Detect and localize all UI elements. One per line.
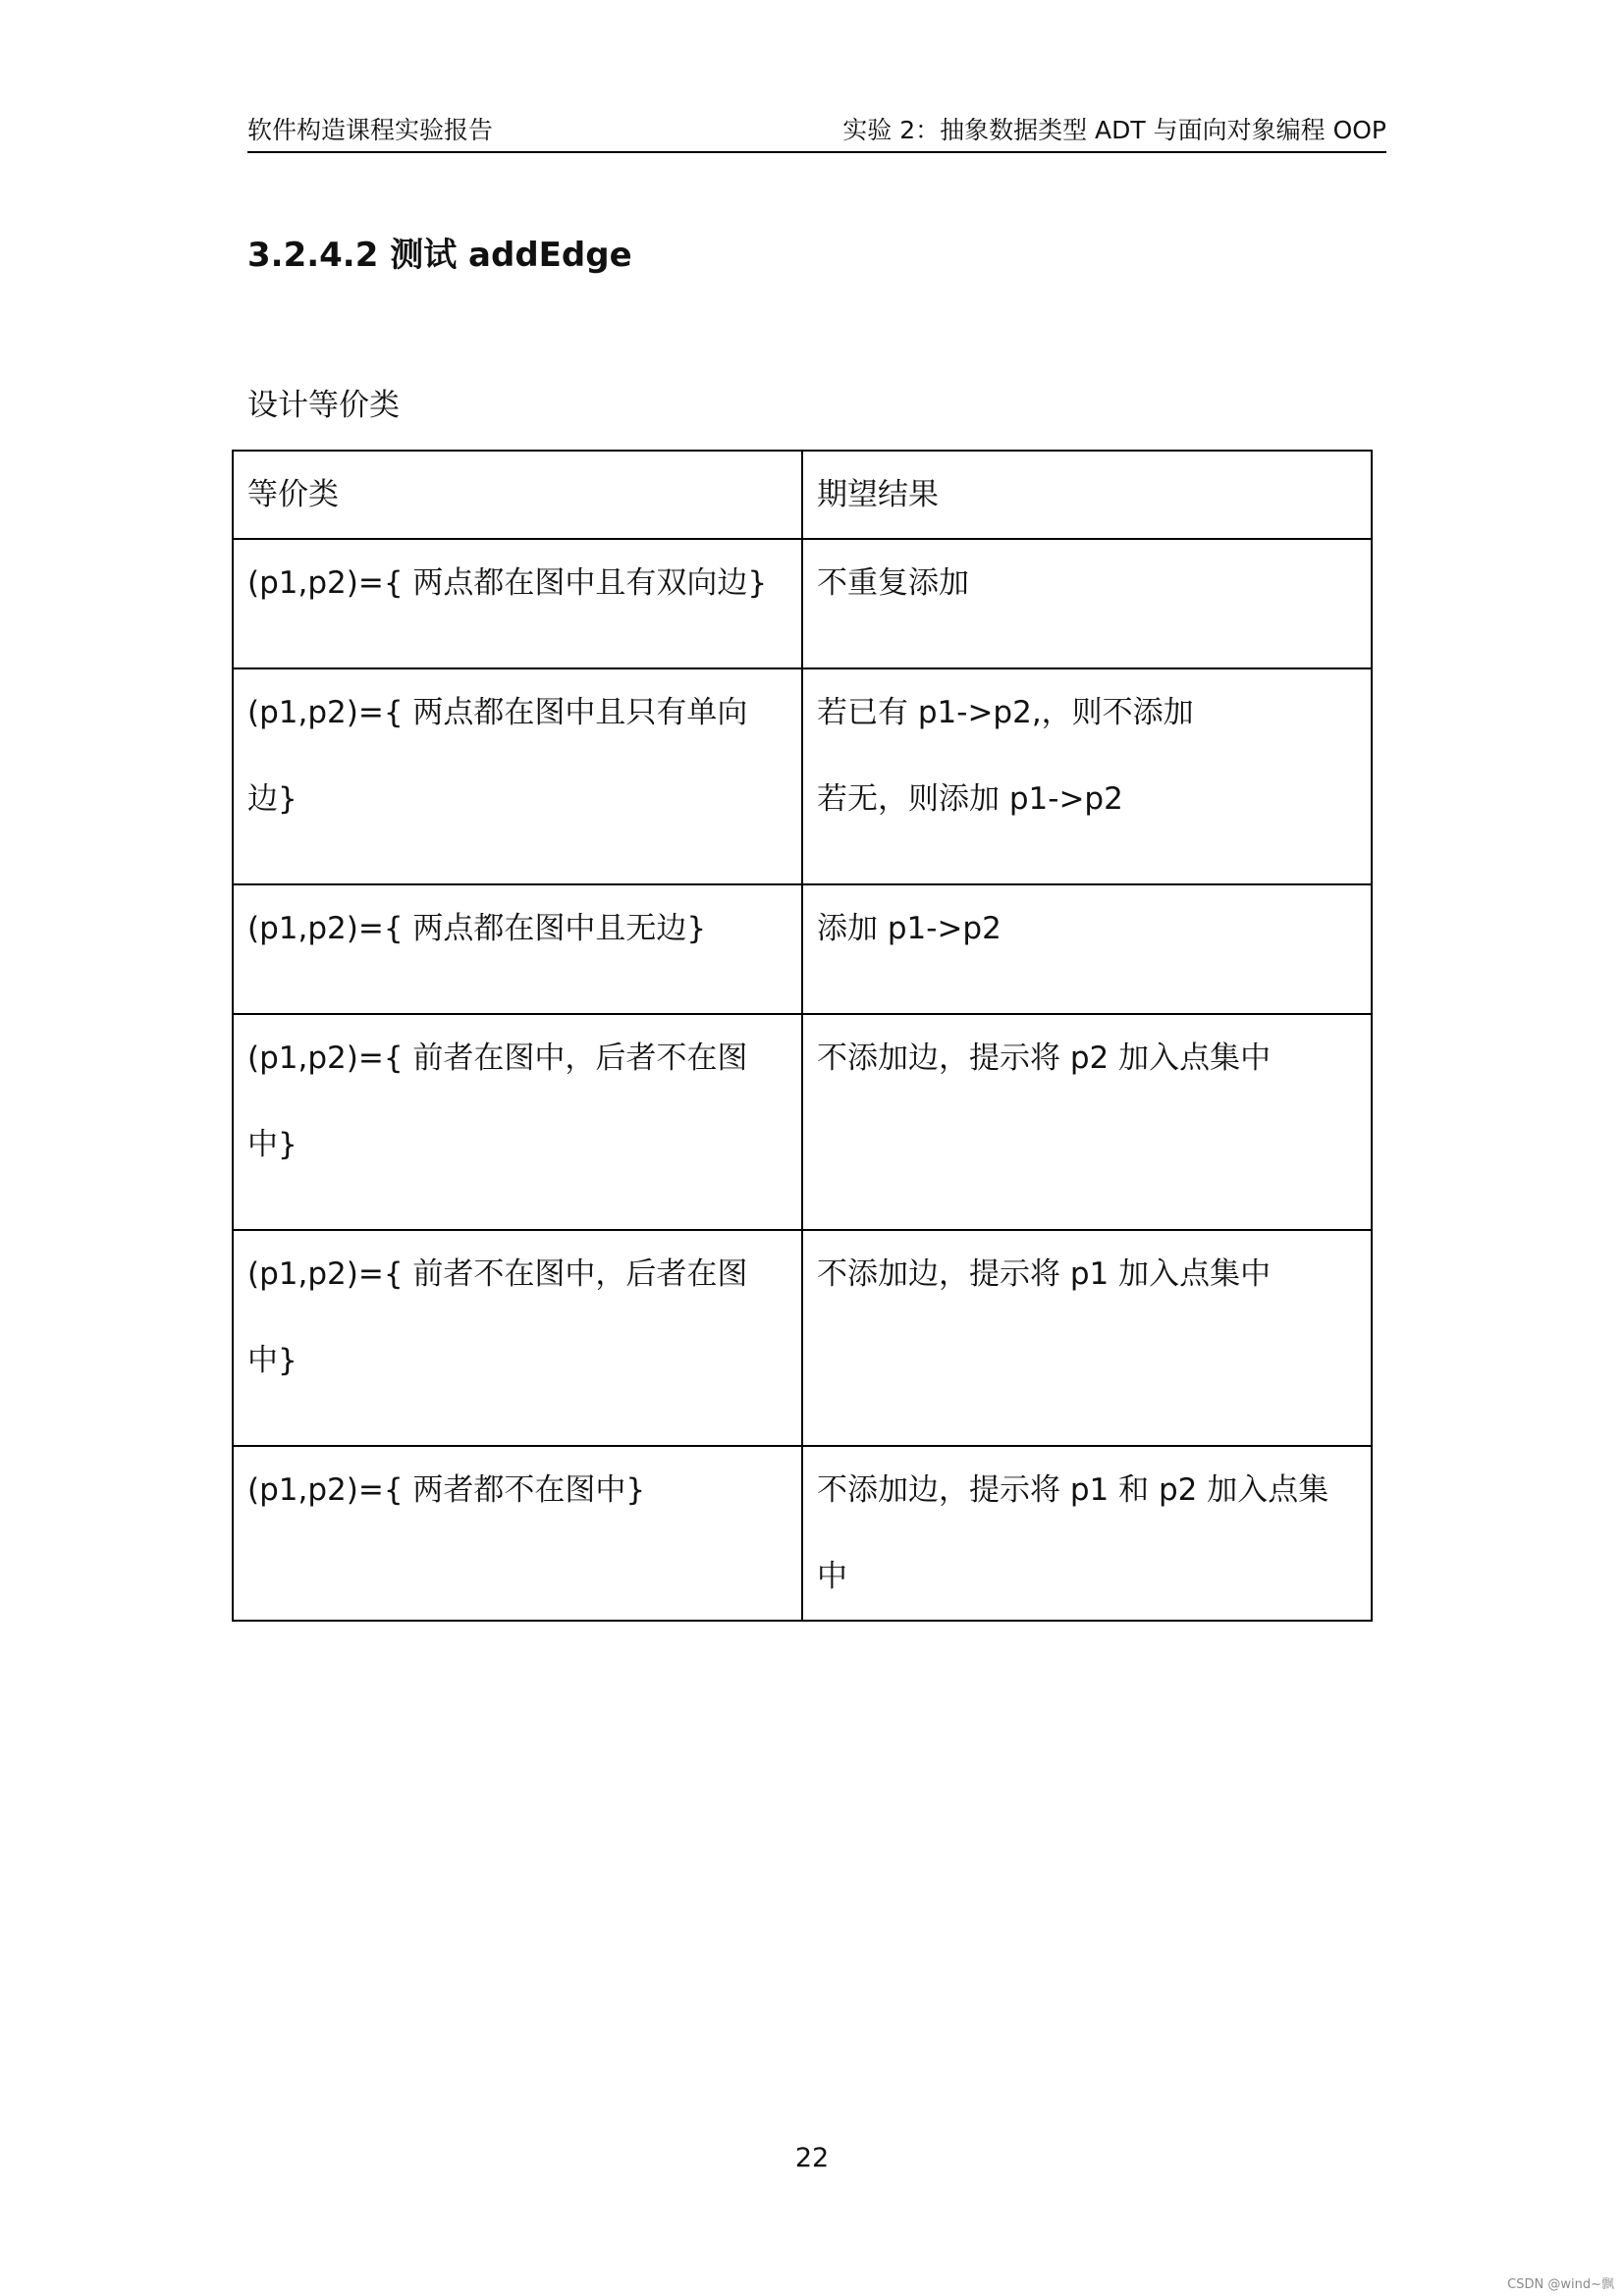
equivalence-class-cell: (p1,p2)={ 两点都在图中且只有单向边} — [233, 668, 802, 884]
equivalence-class-cell: (p1,p2)={ 前者在图中，后者不在图中} — [233, 1014, 802, 1230]
page-header — [247, 116, 1386, 153]
expected-result-line: 若无，则添加 p1->p2 — [817, 781, 1123, 817]
table-caption: 设计等价类 — [247, 388, 400, 423]
expected-result-cell — [802, 884, 1372, 1014]
table-row — [233, 1014, 1372, 1230]
section-heading: 3.2.4.2 测试 addEdge — [247, 236, 632, 275]
page-number: 22 — [794, 2143, 830, 2173]
table-row — [233, 668, 1372, 884]
equivalence-class-table — [232, 450, 1373, 1622]
expected-result-cell — [802, 539, 1372, 668]
watermark: CSDN @wind~飘 — [1507, 2277, 1614, 2292]
expected-result-line: 不添加边，提示将 p1 加入点集中 — [817, 1256, 1272, 1292]
header-course-title: 软件构造课程实验报告 — [247, 116, 494, 144]
equivalence-class-cell: (p1,p2)={ 两点都在图中且有双向边} — [233, 539, 802, 668]
expected-result-cell — [802, 1446, 1372, 1621]
table-row — [233, 1446, 1372, 1621]
equivalence-class-cell: (p1,p2)={ 两点都在图中且无边} — [233, 884, 802, 1014]
expected-result-cell — [802, 668, 1372, 884]
table-row — [233, 1230, 1372, 1446]
column-header-class: 等价类 — [233, 451, 802, 539]
expected-result-line: 不重复添加 — [817, 565, 969, 601]
expected-result-cell — [802, 1230, 1372, 1446]
expected-result-line: 不添加边，提示将 p2 加入点集中 — [817, 1041, 1272, 1076]
header-experiment-title: 实验 2：抽象数据类型 ADT 与面向对象编程 OOP — [842, 116, 1386, 144]
expected-result-cell — [802, 1014, 1372, 1230]
expected-result-line: 若已有 p1->p2,，则不添加 — [817, 695, 1194, 730]
equivalence-class-cell: (p1,p2)={ 前者不在图中，后者在图中} — [233, 1230, 802, 1446]
equivalence-class-cell: (p1,p2)={ 两者都不在图中} — [233, 1446, 802, 1621]
table-row — [233, 539, 1372, 668]
table-header-row — [233, 451, 1372, 539]
column-header-expected: 期望结果 — [802, 451, 1372, 539]
table-row — [233, 884, 1372, 1014]
expected-result-line: 添加 p1->p2 — [817, 911, 1001, 946]
expected-result-line: 不添加边，提示将 p1 和 p2 加入点集中 — [817, 1472, 1329, 1594]
